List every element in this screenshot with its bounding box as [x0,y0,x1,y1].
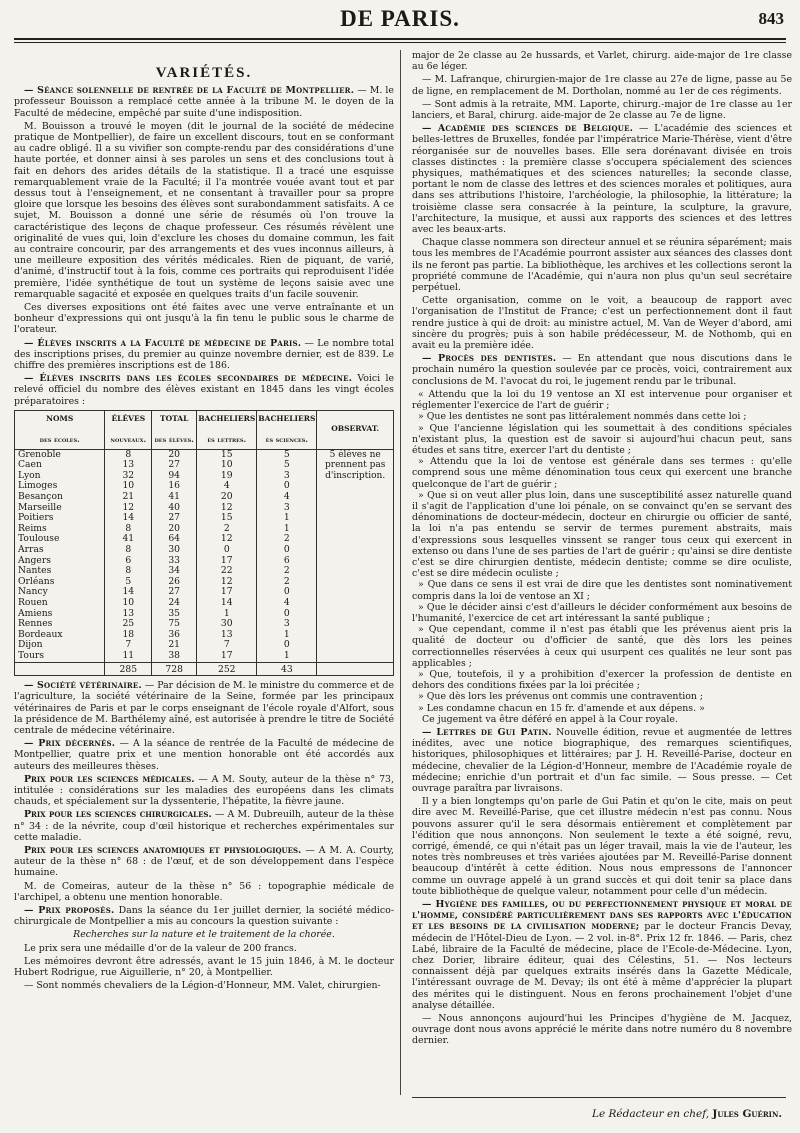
new-students: 32 [105,471,152,482]
article-text: — Par décision de M. le ministre du commerce et de l'agriculture, la société vétérinaire de la Seine, formée par les principaux vétérinaires de Paris et par le corps enseignant de l'école royale d'Alfort, sous la présidence de M. Barthélemy aîné, est autorisée à prendre le titre de Société centrale de médecine vétérinaire. [14,680,394,736]
bacheliers-sciences: 0 [257,481,317,492]
bacheliers-lettres: 30 [197,619,257,630]
total-students: 27 [152,513,197,524]
total-students: 27 [152,587,197,598]
article-hygiene [412,899,792,1011]
judgment-clause: » Que si on veut aller plus loin, dans une susceptibilité assez naturelle quand il s'agit de l'application d'une loi pénale, on se convainct qu'en se servant des dénominations de docteur-médecin, docteur en chirurgie ou officier de santé, la loi n'a pas entendu se servir de termes purement abstraits, mais d'expressions sous lesquelles vinssent se ranger tous ceux qui exercent in extenso ou dans l'une de ses parties de l'art de guérir ; qu'ainsi se dire dentiste c'est se dire chirurgien dentiste, médecin dentiste; comme se dire oculiste, c'est se dire médecin oculiste ; [412,489,792,580]
school-name: Tours [15,651,105,662]
total-students: 38 [152,651,197,662]
bacheliers-sciences: 0 [257,609,317,620]
article-heading: — Procès des dentistes. [422,353,557,365]
prize-text: — A M. Souty, auteur de la thèse n° 73, intitulée : considérations sur les maladies des européens dans les climats chauds, et spécialement sur la dyssenterie, l'hépatite, la fièvre jaune. [14,773,394,808]
paragraph: — Sont admis à la retraite, MM. Laporte, chirurg.-major de 1re classe au 1er lanciers, et Baral, chirurg. aide-major de 2e classe au 7e de ligne. [412,98,792,122]
judgment-clause: » Que, toutefois, il y a prohibition d'exercer la profession de dentiste en dehors des conditions fixées par la loi précitée ; [412,668,792,692]
article-text: — En attendant que nous discutions dans le prochain numéro la question soulevée par ce procès, voici, contrairement aux conclusions de M. l'avocat du roi, le jugement rendu par le tribunal. [412,353,792,387]
header-rule-thin [14,42,786,43]
col-header-lettres: BACHELIERS ès lettres. [197,410,257,449]
bacheliers-sciences: 2 [257,577,317,588]
bacheliers-sciences: 4 [257,492,317,503]
judgment-quotes [412,389,792,714]
article-paris-students [14,338,394,372]
judgment-clause: » Que le décider ainsi c'est d'ailleurs le décider conformément aux besoins de l'humanité, l'exercice de cet art intéressant la santé publique ; [412,601,792,624]
school-name: Grenoble [15,449,105,460]
bacheliers-lettres: 12 [197,577,257,588]
table-row [15,449,394,460]
judgment-clause: » Que cependant, comme il n'est pas établi que les prévenus aient pris la qualité de docteur ou d'officier de santé, que dès lors les peines correctionnelles réservées à ceux qui usurpent ces qualités ne leur sont pas applicables ; [412,624,792,669]
contest-question: Recherches sur la nature et le traitement de la chorée. [73,929,335,941]
article-heading: — Séance solennelle de rentrée de la Faculté de Montpellier. [24,85,355,97]
total-new: 285 [105,662,152,676]
paragraph: — M. Lafranque, chirurgien-major de 1re classe au 27e de ligne, passe au 5e de ligne, en remplacement de M. Dortholan, nommé au 1er de ces régiments. [412,74,792,97]
signature-name: Jules Guérin. [712,1108,782,1120]
bacheliers-lettres: 13 [197,630,257,641]
article-text: — L'académie des sciences et belles-lettres de Bruxelles, fondée par l'impératrice Marie-Thérèse, vient d'être réorganisée sur de nouvelles bases. Elle sera dorénavant divisée en trois classes distinctes : la première classe s'occupera spécialement des sciences physiques, mathématiques et des sciences naturelles; la seconde classe, portant le nom de classe des lettres et des sciences morales et politiques, aura dans ses attributions l'histoire, l'archéologie, la philosophie, la littérature; la troisième classe sera consacrée à la peinture, la sculpture, la gravure, l'architecture, la musique, et aussi aux rapports des sciences et des lettres avec les beaux-arts. [412,123,792,236]
editor-signature [592,1108,782,1120]
paragraph: Les mémoires devront être adressés, avant le 15 juin 1846, à M. le docteur Hubert Rodrigue, rue Aiguillerie, n° 20, à Montpellier. [14,955,394,979]
total-students: 33 [152,556,197,567]
bacheliers-lettres: 2 [197,524,257,535]
bacheliers-lettres: 12 [197,534,257,545]
new-students: 10 [105,598,152,609]
bacheliers-lettres: 15 [197,513,257,524]
total-students: 94 [152,471,197,482]
school-name: Angers [15,556,105,567]
col-header-new: ÉLÈVES nouveaux. [105,410,152,449]
bacheliers-lettres: 15 [197,449,257,460]
new-students: 41 [105,534,152,545]
new-students: 10 [105,481,152,492]
total-students: 75 [152,619,197,630]
school-name: Orléans [15,577,105,588]
bacheliers-lettres: 1 [197,609,257,620]
school-name: Bordeaux [15,630,105,641]
article-secondary-schools [14,373,394,407]
bacheliers-lettres: 14 [197,598,257,609]
article-heading: — Prix proposés. [24,905,115,916]
schools-table [14,410,394,676]
new-students: 14 [105,513,152,524]
article-text: par le docteur Francis Devay, médecin de l'Hôtel-Dieu de Lyon. — 2 vol. in-8°. Prix 12 fr. 1846. — Paris, chez Labé, libraire de la Faculté de médecine, place de l'Ecole-de-Médecine. Lyon, chez Dorier, libraire éditeur, quai des Célestins, 51. — Nos lecteurs connaissent déjà par quelques extraits insérés dans la Gazette Médicale, l'intéressant ouvrage de M. Devay; ils ont été à même d'apprécier la plupart des mérites qui le distinguent. Nous en ferons prochainement l'objet d'une analyse détaillée. [412,921,792,1011]
total-students: 30 [152,545,197,556]
bacheliers-sciences: 1 [257,630,317,641]
article-text: — M. le professeur Bouisson a remplacé cette année à la tribune M. le doyen de la Faculté de médecine, empêché par suite d'une indisposition. [14,85,394,119]
paragraph: Le prix sera une médaille d'or de la valeur de 200 francs. [24,942,297,954]
article-proposed-prizes [14,905,394,927]
bacheliers-sciences: 6 [257,556,317,567]
school-name: Reims [15,524,105,535]
new-students: 5 [105,577,152,588]
judgment-clause: » Que dès lors les prévenus ont commis une contravention ; [418,691,704,703]
col-header-sciences: BACHELIERS ès sciences. [257,410,317,449]
bacheliers-sciences: 4 [257,598,317,609]
new-students: 25 [105,619,152,630]
school-name: Rouen [15,598,105,609]
judgment-clause: » Que les dentistes ne sont pas littéralement nommés dans cette loi ; [418,411,747,423]
article-text: — Le nombre total des inscriptions prises, du premier au quinze novembre dernier, est de 839. Le chiffre des premières inscriptions est de 186. [14,337,394,372]
school-name: Dijon [15,640,105,651]
bacheliers-lettres: 19 [197,471,257,482]
article-heading: — Élèves inscrits dans les écoles secondaires de médecine. [24,373,353,385]
bacheliers-sciences: 2 [257,566,317,577]
article-text: Nouvelle édition, revue et augmentée de lettres inédites, avec une notice biographique, des remarques scientifiques, historiques, philosophiques et littéraires; par J. H. Reveillé-Parise, docteur en médecine, chevalier de la Légion-d'Honneur, membre de l'Académie royale de médecine; enrichie d'un portrait et d'un fac simile. — Sous presse. — Cet ouvrage paraîtra par livraisons. [412,726,792,794]
total-students: 35 [152,609,197,620]
total-students: 20 [152,449,197,460]
paragraph: M. de Comeiras, auteur de la thèse n° 56 : topographie médicale de l'archipel, a obtenu une mention honorable. [14,880,394,903]
bacheliers-sciences: 5 [257,460,317,471]
school-name: Poitiers [15,513,105,524]
new-students: 18 [105,630,152,641]
judgment-clause: « Attendu que la loi du 19 ventose an XI est intervenue pour organiser et réglementer l'exercice de l'art de guérir ; [412,388,792,412]
paragraph: — Sont nommés chevaliers de la Légion-d'Honneur, MM. Valet, chirurgien- [24,980,381,992]
bacheliers-lettres: 4 [197,481,257,492]
totals-obs [317,662,394,676]
article-text: — A la séance de rentrée de la Faculté de médecine de Montpellier, quatre prix et une mention honorable ont été accordés aux auteurs des meilleures thèses. [14,738,394,772]
paragraph: Ces diverses expositions ont été faites avec une verve entraînante et un bonheur d'expressions qui ont jusqu'à la fin tenu le public sous le charme de l'orateur. [14,302,394,336]
new-students: 7 [105,640,152,651]
total-sciences: 43 [257,662,317,676]
total-students: 20 [152,524,197,535]
bacheliers-sciences: 1 [257,651,317,662]
prize-text: — A M. A. Courty, auteur de la thèse n° 68 : de l'œuf, et de son développement dans l'espèce humaine. [14,844,394,879]
bacheliers-lettres: 0 [197,545,257,556]
left-column [14,50,394,1090]
observation-note: 5 élèves ne prennent pas d'inscription. [317,449,394,662]
header-rule [14,38,786,40]
prize-heading: Prix pour les sciences anatomiques et physiologiques. [24,844,302,856]
paragraph: M. Bouisson a trouvé le moyen (dit le journal de la société de médecine pratique de Montpellier), de faire un excellent discours, tout en se conformant au cadre obligé. Il a su vivifier son compte-rendu par des considérations d'une haute portée, et donner ainsi à ses paroles un sens et des conclusions tout à fait en dehors des arides détails de la statistique. Il a tracé une esquisse remarquablement vraie de la Faculté; il l'a montrée vouée avant tout et par dessus tout à l'enseignement, et ne consentant à travailler pour sa propre gloire que lorsque les besoins des élèves sont surabondamment satisfaits. A ce sujet, M. Bouisson a donné une série de résumés où l'on trouve la caractéristique des leçons de chaque professeur. Ces résumés révèlent une originalité de vues qui, loin d'exclure les choses du domaine commun, les fait au contraire concourir, par des arrangements et des vues inconnus ailleurs, à une meilleure exposition des vérités médicales. Rien de piquant, de varié, d'animé, d'instructif tout à la fois, comme ces portraits qui reproduisent l'idée première, l'idée synthétique de tout un système de leçons saisie avec une remarquable sagacité et exposée en quelques traits d'un facile souvenir. [14,120,394,300]
masthead [0,0,800,40]
total-students: 36 [152,630,197,641]
bacheliers-lettres: 17 [197,587,257,598]
right-column [412,50,792,1090]
prize-medical [14,774,394,808]
bacheliers-lettres: 22 [197,566,257,577]
bacheliers-sciences: 2 [257,534,317,545]
new-students: 8 [105,545,152,556]
school-name: Arras [15,545,105,556]
total-lettres: 252 [197,662,257,676]
school-name: Marseille [15,503,105,514]
bacheliers-sciences: 3 [257,619,317,630]
total-students: 64 [152,534,197,545]
bacheliers-lettres: 20 [197,492,257,503]
signature-label: Le Rédacteur en chef, [591,1108,710,1120]
paragraph: Chaque classe nommera son directeur annuel et se réunira séparément; mais tous les membres de l'Académie pourront assister aux séances des classes dont ils ne feront pas partie. La bibliothèque, les archives et les collections seront la propriété commune de l'Académie, qui n'aura non plus qu'un seul secrétaire perpétuel. [412,237,792,294]
total-students: 27 [152,460,197,471]
article-heading: — Lettres de Gui Patin. [422,726,552,738]
school-name: Besançon [15,492,105,503]
article-heading: — Académie des sciences de Belgique. [422,123,634,135]
school-name: Caen [15,460,105,471]
paragraph: Il y a bien longtemps qu'on parle de Gui Patin et qu'on le cite, mais on peut dire avec M. Reveillé-Parise, que cet illustre médecin n'est pas connu. Nous pouvons assurer qu'il le sera désormais entièrement et complètement par l'édition que nous annonçons. Non seulement le texte a été soigné, revu, corrigé, émendé, ce qui n'était pas un léger travail, mais la vie de l'auteur, les notes très nombreuses et très variées ajoutées par M. Reveillé-Parise donnent beaucoup d'intérêt à cette édition. Nous nous empressons de l'annoncer comme un ouvrage appelé à un grand succès et qui doit tenir sa place dans toute bibliothèque de quelque valeur, notamment pour celle d'un médecin. [412,796,792,897]
school-name: Rennes [15,619,105,630]
bacheliers-lettres: 12 [197,503,257,514]
table-totals-row [15,662,394,676]
bacheliers-lettres: 17 [197,651,257,662]
article-text: Dans la séance du 1er juillet dernier, la société médico-chirurgicale de Montpellier a mis au concours la question suivante : [14,905,394,928]
prize-surgical [14,809,394,843]
judgment-clause: » Les condamne chacun en 15 fr. d'amende et aux dépens. » [418,702,705,714]
bacheliers-sciences: 1 [257,524,317,535]
judgment-clause: » Que l'ancienne législation qui les soumettait à des conditions spéciales n'existant plus, la question est de savoir si aujourd'hui chacun peut, sans études et sans titre, exercer l'art du dentiste ; [412,422,792,456]
col-header-total: TOTAL des élèves. [152,410,197,449]
prize-anatomical [14,845,394,879]
article-montpellier [14,85,394,119]
article-prizes [14,738,394,772]
section-title: VARIÉTÉS. [155,65,253,81]
article-gui-patin [412,727,792,794]
new-students: 14 [105,587,152,598]
table-header-row [15,410,394,449]
bacheliers-sciences: 0 [257,640,317,651]
bacheliers-sciences: 3 [257,471,317,482]
page-number: 843 [758,9,784,28]
footer-rule [412,1097,786,1098]
paragraph: Cette organisation, comme on le voit, a beaucoup de rapport avec l'organisation de l'Institut de France; c'est un perfectionnement dont il faut rendre justice à qui de droit: au ministre actuel, M. Van de Weyer d'abord, ami sincère du progrès; puis à son habile prédécesseur, M. de Nothomb, qui en avait eu la première idée. [412,295,792,352]
school-name: Limoges [15,481,105,492]
article-heading: — Hygiène des familles, ou du perfectionnement physique et moral de l'homme, considéré particulièrement dans ses rapports avec l'éducation et les besoins de la civilisation moderne; [412,899,792,933]
col-header-names: NOMS des écoles. [15,410,105,449]
total-students: 40 [152,503,197,514]
prize-text: — A M. Dubreuilh, auteur de la thèse n° 34 : de la névrite, coup d'œil historique et recherches expérimentales sur cette maladie. [14,809,394,843]
judgment-clause: » Que dans ce sens il est vrai de dire que les dentistes sont nominativement compris dans la loi de ventose an XI ; [412,579,792,602]
prize-heading: Prix pour les sciences médicales. [24,773,195,785]
paragraph: major de 2e classe au 2e hussards, et Varlet, chirurg. aide-major de 1re classe au 6e léger. [412,50,792,73]
page-title: DE PARIS. [340,6,460,31]
new-students: 13 [105,609,152,620]
totals-label [15,662,105,676]
new-students: 21 [105,492,152,503]
total-students: 26 [152,577,197,588]
bacheliers-sciences: 1 [257,513,317,524]
article-text: Voici le relevé officiel du nombre des élèves existant en 1845 dans les vingt écoles préparatoires : [14,373,394,407]
bacheliers-sciences: 3 [257,503,317,514]
total-students: 34 [152,566,197,577]
article-veterinary [14,680,394,736]
column-divider [400,50,401,1095]
total-all: 728 [152,662,197,676]
article-heading: — Élèves inscrits a la Faculté de médecine de Paris. [24,337,302,349]
new-students: 13 [105,460,152,471]
bacheliers-sciences: 0 [257,587,317,598]
bacheliers-sciences: 5 [257,449,317,460]
total-students: 21 [152,640,197,651]
bacheliers-sciences: 0 [257,545,317,556]
total-students: 16 [152,481,197,492]
new-students: 8 [105,566,152,577]
new-students: 8 [105,449,152,460]
paragraph: — Nous annonçons aujourd'hui les Principes d'hygiène de M. Jacquez, ouvrage dont nous avons apprécié le mérite dans notre numéro du 8 novembre dernier. [412,1013,792,1047]
article-dentists-trial [412,353,792,387]
school-name: Nantes [15,566,105,577]
judgment-clause: » Attendu que la loi de ventose est générale dans ses termes : qu'elle comprend sous une même dénomination tous ceux qui exercent une branche quelconque de l'art de guérir ; [412,456,792,490]
new-students: 11 [105,651,152,662]
col-header-observations: OBSERVAT. [317,410,394,449]
article-belgium-academy [412,123,792,235]
total-students: 24 [152,598,197,609]
bacheliers-lettres: 7 [197,640,257,651]
bacheliers-lettres: 17 [197,556,257,567]
paragraph: Ce jugement va être déféré en appel à la Cour royale. [422,713,678,725]
article-heading: — Société vétérinaire. [24,680,142,692]
article-heading: — Prix décernés. [24,738,116,750]
school-name: Lyon [15,471,105,482]
school-name: Nancy [15,587,105,598]
new-students: 8 [105,524,152,535]
table-body [15,449,394,675]
school-name: Amiens [15,609,105,620]
bacheliers-lettres: 10 [197,460,257,471]
school-name: Toulouse [15,534,105,545]
total-students: 41 [152,492,197,503]
new-students: 6 [105,556,152,567]
prize-heading: Prix pour les sciences chirurgicales. [24,809,212,821]
new-students: 12 [105,503,152,514]
